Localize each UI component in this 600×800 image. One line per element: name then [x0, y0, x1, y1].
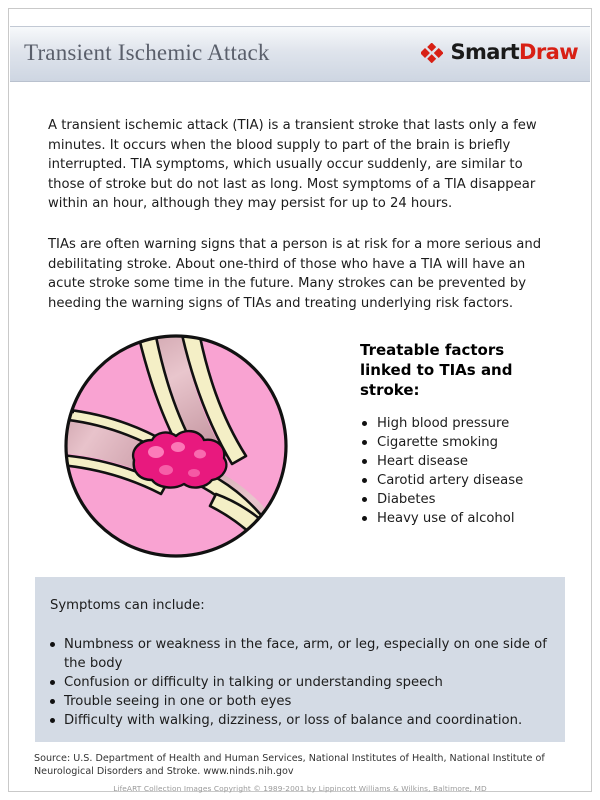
list-item [50, 692, 550, 711]
source-citation: Source: U.S. Department of Health and Human Services, National Institutes of Health, National Institute of Neurological Disorders and Stroke. www.ninds.nih.gov [34, 753, 545, 777]
list-item-label: Trouble seeing in one or both eyes [64, 694, 292, 709]
treatable-factors-list [360, 414, 575, 528]
smartdraw-logo[interactable] [421, 42, 578, 63]
list-item-label: Heart disease [377, 454, 468, 469]
logo-text-draw: Draw [519, 40, 578, 64]
warning-paragraph: TIAs are often warning signs that a person is at risk for a more serious and debilitating stroke. About one-third of those who have a TIA will have an acute stroke some time in the future. Many strokes can be prevented by heeding the warning signs of TIAs and treating underlying risk factors. [48, 237, 542, 311]
symptoms-title: Symptoms can include: [50, 598, 205, 613]
list-item-label: Heavy use of alcohol [377, 511, 515, 526]
red-diamond-cluster-icon [421, 43, 443, 63]
bullet-icon [362, 440, 367, 445]
carotid-artery-blood-clot-illustration [60, 330, 292, 562]
treatable-factors-heading: Treatable factors linked to TIAs and stroke: [360, 341, 513, 399]
intro-paragraph: A transient ischemic attack (TIA) is a transient stroke that lasts only a few minutes. It occurs when the blood supply to part of the brain is briefly interrupted. TIA symptoms, which usually occur suddenly, are similar to those of stroke but do not last as long. Most symptoms of a TIA disappear within an hour, although they may persist for up to 24 hours. [48, 118, 537, 212]
list-item-label: Confusion or difficulty in talking or understanding speech [64, 675, 443, 690]
list-item [360, 490, 575, 509]
list-item [360, 509, 575, 528]
bullet-icon [362, 516, 367, 521]
list-item [50, 673, 550, 692]
list-item [50, 711, 550, 730]
logo-text-smart: Smart [450, 40, 520, 64]
list-item [360, 414, 575, 433]
list-item-label: Cigarette smoking [377, 435, 499, 450]
list-item [360, 471, 575, 490]
list-item [50, 635, 550, 673]
bullet-icon [362, 459, 367, 464]
bullet-icon [362, 497, 367, 502]
page-title: Transient Ischemic Attack [24, 40, 270, 65]
bullet-icon [50, 642, 55, 647]
list-item [360, 452, 575, 471]
bullet-icon [362, 421, 367, 426]
list-item [360, 433, 575, 452]
list-item-label: High blood pressure [377, 416, 510, 431]
list-item-label: Difficulty with walking, dizziness, or loss of balance and coordination. [64, 713, 523, 728]
list-item-label: Diabetes [377, 492, 436, 507]
list-item-label: Numbness or weakness in the face, arm, or leg, especially on one side of the body [64, 637, 547, 671]
bullet-icon [362, 478, 367, 483]
logo-wordmark [450, 42, 578, 63]
copyright-credit: LifeART Collection Images Copyright © 1989-2001 by Lippincott Williams & Wilkins, Baltimore, MD [113, 784, 487, 793]
bullet-icon [50, 699, 55, 704]
list-item-label: Carotid artery disease [377, 473, 524, 488]
bullet-icon [50, 680, 55, 685]
bullet-icon [50, 718, 55, 723]
symptoms-list [50, 635, 550, 730]
